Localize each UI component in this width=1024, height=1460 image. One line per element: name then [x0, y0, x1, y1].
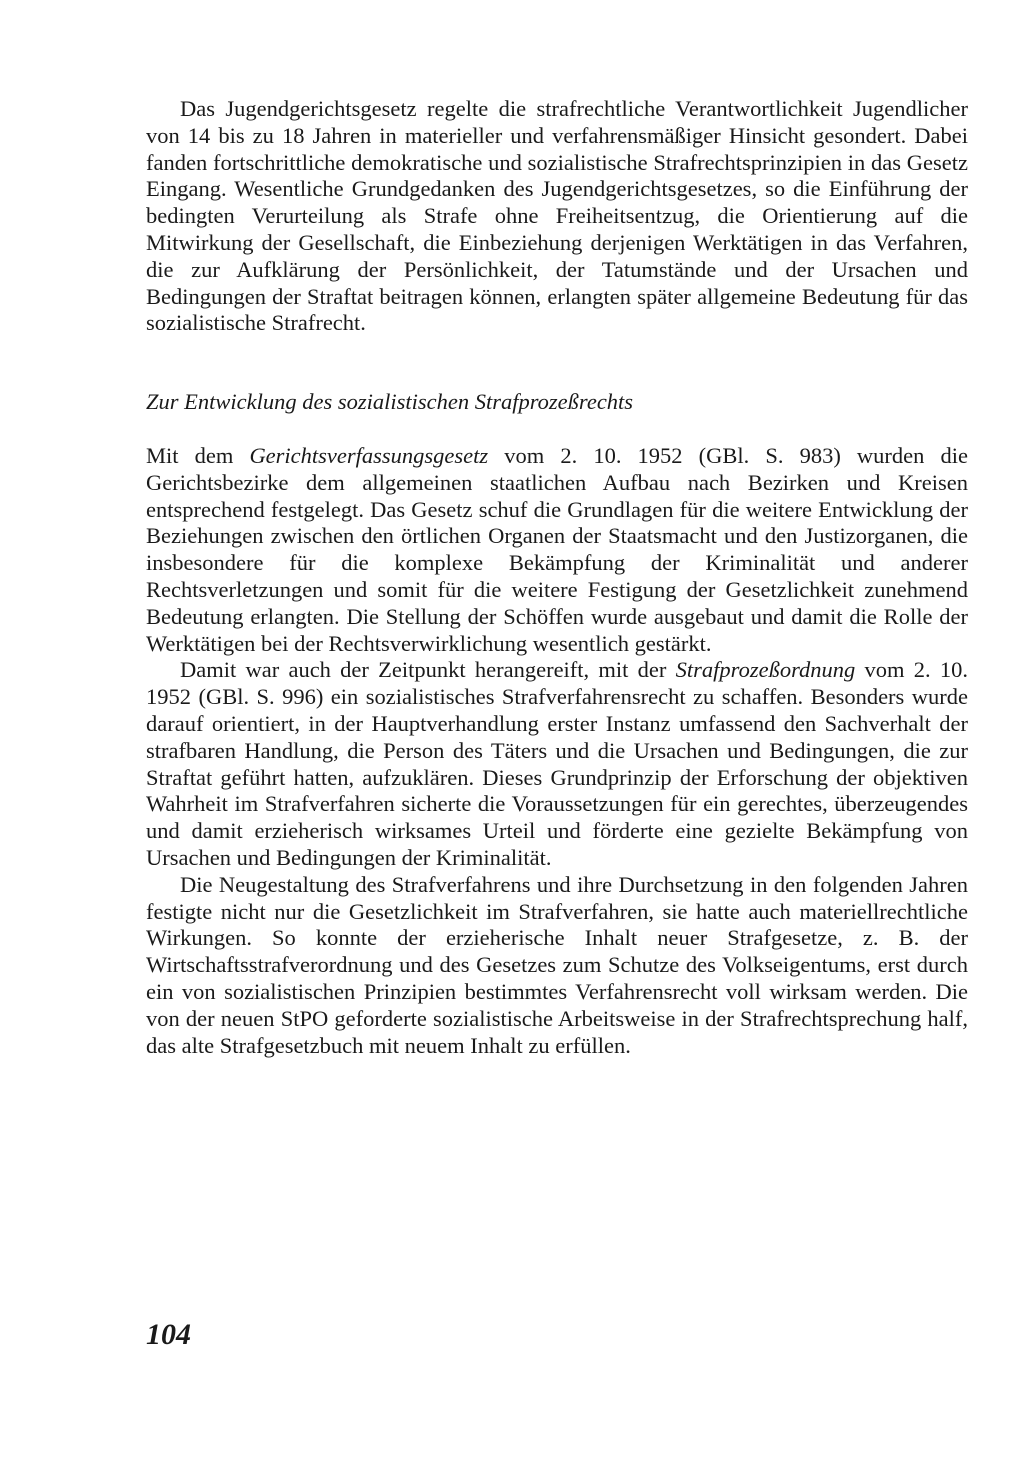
law-title: Gerichtsverfassungsgesetz	[249, 443, 489, 468]
paragraph-body: vom 2. 10. 1952 (GBl. S. 983) wurden die Gerichtsbezirke dem allgemeinen staatlichen Aufbau nach Bezirken und Kreisen entsprechend festgelegt. Das Gesetz schuf die Grundlagen für die weitere Entwicklung der Beziehungen zwischen den örtlichen Organen der Staatsmacht und den Justizorganen, die insbesondere für die komplexe Bekämpfung der Kriminalität und anderer Rechtsverletzungen und somit für die weitere Festigung der Gesetzlichkeit zunehmend Bedeutung erlangten. Die Stellung der Schöffen wurde ausgebaut und damit die Rolle der Werktätigen bei der Rechtsverwirklichung wesentlich gestärkt.	[146, 443, 968, 656]
paragraph-gerichtsverfassungsgesetz	[146, 443, 968, 657]
paragraph-lead: Damit war auch der Zeitpunkt herangereift, mit der	[180, 657, 676, 683]
text-block-section	[146, 443, 968, 1059]
paragraph-jugendgerichtsgesetz: Das Jugendgerichtsgesetz regelte die strafrechtliche Verantwortlichkeit Jugendlicher von 14 bis zu 18 Jahren in materieller und verfahrensmäßiger Hinsicht gesondert. Dabei fanden fortschrittliche demokratische und sozialistische Strafrechtsprinzipien in das Gesetz Eingang. Wesentliche Grundgedanken des Jugendgerichtsgesetzes, so die Einführung der bedingten Verurteilung als Strafe ohne Freiheitsentzug, die Orientierung auf die Mitwirkung der Gesellschaft, die Einbeziehung derjenigen Werktätigen in das Verfahren, die zur Aufklärung der Persönlichkeit, der Tatumstände und der Ursachen und Bedingungen der Straftat beitragen können, erlangten später allgemeine Bedeutung für das sozialistische Strafrecht.	[146, 96, 968, 336]
paragraph-neugestaltung: Die Neugestaltung des Strafverfahrens und ihre Durchsetzung in den folgenden Jahren festigte nicht nur die Gesetzlichkeit im Strafverfahren, sie hatte auch materiellrechtliche Wirkungen. So konnte der erzieherische Inhalt neuer Strafgesetze, z. B. der Wirtschaftsstrafverordnung und des Gesetzes zum Schutze des Volkseigentums, erst durch ein von sozialistischen Prinzipien bestimmtes Verfahrensrecht voll wirksam werden. Die von der neuen StPO geforderte sozialistische Arbeitsweise in der Strafrechtsprechung half, das alte Strafgesetzbuch mit neuem Inhalt zu erfüllen.	[146, 871, 968, 1058]
paragraph-strafprozessordnung	[146, 657, 968, 871]
section-heading: Zur Entwicklung des sozialistischen Strafprozeßrechts	[146, 389, 634, 414]
text-block-intro	[146, 96, 968, 337]
paragraph-lead: Mit dem	[146, 443, 250, 468]
page-number: 104	[146, 1318, 191, 1351]
law-title: Strafprozeßordnung	[675, 657, 856, 683]
paragraph-body: vom 2. 10. 1952 (GBl. S. 996) ein sozialistisches Strafverfahrensrecht zu schaffen. Besonders wurde darauf orientiert, in der Hauptverhandlung erster Instanz umfassend den Sachverhalt der strafbaren Handlung, die Person des Täters und die Ursachen und Bedingungen, die zur Straftat geführt hatten, aufzuklären. Dieses Grundprinzip der Erforschung der objektiven Wahrheit im Strafverfahren sicherte die Voraussetzungen für ein gerechtes, überzeugendes und damit erzieherisch wirksames Urteil und förderte eine gezielte Bekämpfung von Ursachen und Bedingungen der Kriminalität.	[146, 657, 968, 870]
